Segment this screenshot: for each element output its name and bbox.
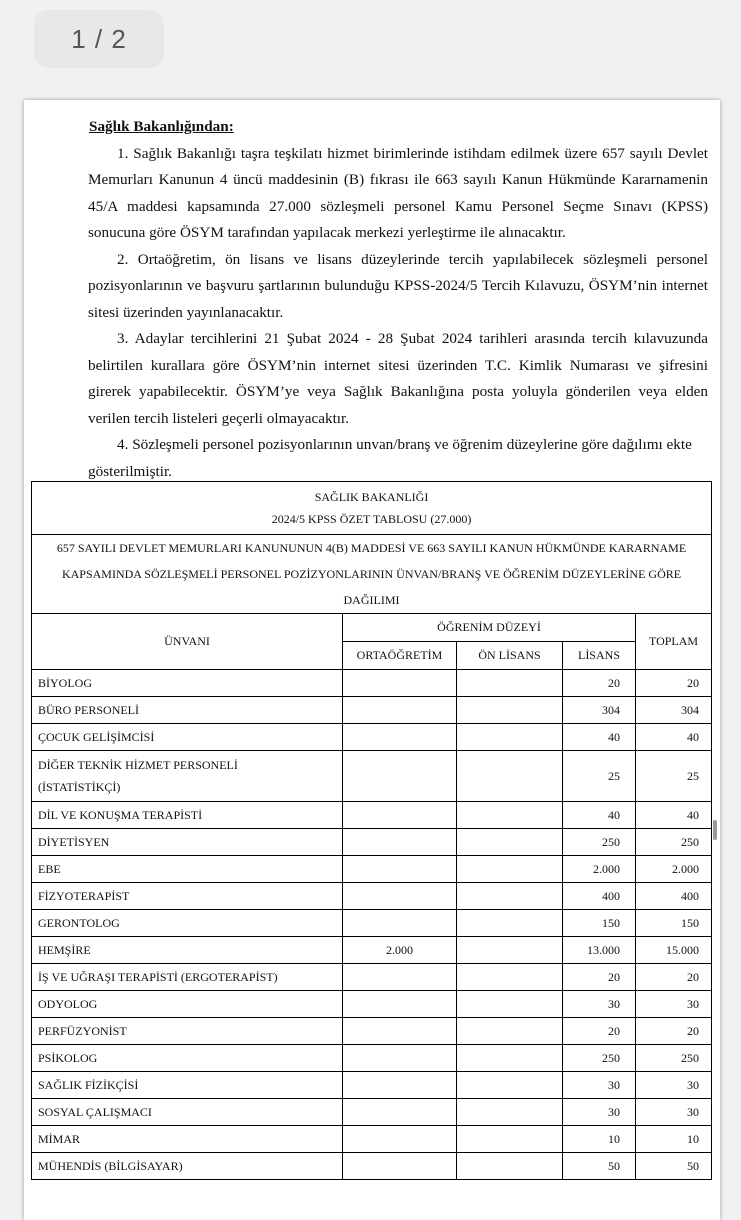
row-onlisans <box>457 1018 563 1045</box>
table-row <box>32 724 712 751</box>
row-onlisans <box>457 991 563 1018</box>
row-toplam: 30 <box>636 1072 712 1099</box>
row-unvan-line-2: (İSTATİSTİKÇİ) <box>38 780 121 794</box>
row-toplam: 25 <box>636 751 712 802</box>
row-lisans: 30 <box>563 1099 636 1126</box>
row-lisans: 30 <box>563 991 636 1018</box>
table-row <box>32 883 712 910</box>
row-unvan: BÜRO PERSONELİ <box>32 697 343 724</box>
row-onlisans <box>457 751 563 802</box>
row-onlisans <box>457 1126 563 1153</box>
table-title <box>32 482 712 535</box>
row-unvan: MÜHENDİS (BİLGİSAYAR) <box>32 1153 343 1180</box>
table-row <box>32 1018 712 1045</box>
row-ortaogretim <box>343 910 457 937</box>
row-onlisans <box>457 1045 563 1072</box>
table-row <box>32 1045 712 1072</box>
paragraph-3: 3. Adaylar tercihlerini 21 Şubat 2024 - 28 Şubat 2024 tarihleri arasında tercih kılavuzunda belirtilen kurallara göre ÖSYM’nin internet sitesi üzerinden T.C. Kimlik Numarası ve şifresini girerek yapabilecektir. ÖSYM’ye veya Sağlık Bakanlığına posta yoluyla gönderilen veya elden verilen tercih listeleri geçerli olmayacaktır. <box>88 330 708 427</box>
table-row <box>32 1126 712 1153</box>
row-toplam: 30 <box>636 1099 712 1126</box>
table-row <box>32 802 712 829</box>
row-unvan: PERFÜZYONİST <box>32 1018 343 1045</box>
row-lisans: 40 <box>563 724 636 751</box>
row-unvan: HEMŞİRE <box>32 937 343 964</box>
row-ortaogretim <box>343 751 457 802</box>
document-text <box>88 114 708 485</box>
table-row <box>32 751 712 802</box>
row-unvan: PSİKOLOG <box>32 1045 343 1072</box>
row-toplam: 2.000 <box>636 856 712 883</box>
table-title-line-2: 2024/5 KPSS ÖZET TABLOSU (27.000) <box>271 512 472 526</box>
row-toplam: 50 <box>636 1153 712 1180</box>
header-ortaogretim: ORTAÖĞRETİM <box>343 642 457 670</box>
row-unvan: GERONTOLOG <box>32 910 343 937</box>
row-ortaogretim: 2.000 <box>343 937 457 964</box>
row-lisans: 250 <box>563 829 636 856</box>
row-onlisans <box>457 910 563 937</box>
row-ortaogretim <box>343 991 457 1018</box>
paragraph-4: 4. Sözleşmeli personel pozisyonlarının unvan/branş ve öğrenim düzeylerine göre dağılımı ekte gösterilmiştir. <box>88 436 692 480</box>
row-lisans: 20 <box>563 1018 636 1045</box>
row-ortaogretim <box>343 1045 457 1072</box>
row-toplam: 15.000 <box>636 937 712 964</box>
paragraph-2: 2. Ortaöğretim, ön lisans ve lisans düzeylerinde tercih yapılabilecek sözleşmeli personel pozisyonlarının ve başvuru şartlarının bulunduğu KPSS-2024/5 Tercih Kılavuzu, ÖSYM’nin internet sitesi üzerinden yayınlanacaktır. <box>88 250 708 321</box>
document-page <box>24 100 720 1220</box>
row-toplam: 20 <box>636 1018 712 1045</box>
row-lisans: 25 <box>563 751 636 802</box>
paragraph-1: 1. Sağlık Bakanlığı taşra teşkilatı hizmet birimlerinde istihdam edilmek üzere 657 sayılı Devlet Memurları Kanunun 4 üncü maddesinin (B) fıkrası ile 663 sayılı Kanun Hükmünde Kararnamenin 45/A maddesi kapsamında 27.000 sözleşmeli personel Kamu Personel Seçme Sınavı (KPSS) sonucuna göre ÖSYM tarafından yapılacak merkezi yerleştirme ile alınacaktır. <box>88 144 708 241</box>
table-row <box>32 910 712 937</box>
scrollbar-thumb[interactable] <box>713 820 717 840</box>
row-onlisans <box>457 937 563 964</box>
row-lisans: 250 <box>563 1045 636 1072</box>
row-unvan: DİL VE KONUŞMA TERAPİSTİ <box>32 802 343 829</box>
row-onlisans <box>457 724 563 751</box>
table-row <box>32 991 712 1018</box>
table-row <box>32 964 712 991</box>
row-unvan: EBE <box>32 856 343 883</box>
row-unvan-line-1: DİĞER TEKNİK HİZMET PERSONELİ <box>38 758 238 772</box>
row-lisans: 20 <box>563 670 636 697</box>
row-lisans: 150 <box>563 910 636 937</box>
table-row <box>32 1099 712 1126</box>
row-toplam: 250 <box>636 1045 712 1072</box>
document-heading: Sağlık Bakanlığından: <box>89 118 234 135</box>
row-ortaogretim <box>343 964 457 991</box>
row-unvan: ÇOCUK GELİŞİMCİSİ <box>32 724 343 751</box>
row-onlisans <box>457 829 563 856</box>
row-toplam: 10 <box>636 1126 712 1153</box>
header-lisans: LİSANS <box>563 642 636 670</box>
row-onlisans <box>457 802 563 829</box>
row-ortaogretim <box>343 1126 457 1153</box>
table-row <box>32 697 712 724</box>
row-unvan: SOSYAL ÇALIŞMACI <box>32 1099 343 1126</box>
table-row <box>32 1153 712 1180</box>
row-lisans: 2.000 <box>563 856 636 883</box>
row-unvan: ODYOLOG <box>32 991 343 1018</box>
row-ortaogretim <box>343 856 457 883</box>
row-onlisans <box>457 964 563 991</box>
table-row <box>32 829 712 856</box>
row-ortaogretim <box>343 802 457 829</box>
row-ortaogretim <box>343 1018 457 1045</box>
row-toplam: 20 <box>636 670 712 697</box>
row-toplam: 20 <box>636 964 712 991</box>
row-toplam: 40 <box>636 802 712 829</box>
row-unvan <box>32 751 343 802</box>
row-lisans: 10 <box>563 1126 636 1153</box>
page-indicator: 1 / 2 <box>34 10 164 68</box>
row-unvan: İŞ VE UĞRAŞI TERAPİSTİ (ERGOTERAPİST) <box>32 964 343 991</box>
row-onlisans <box>457 697 563 724</box>
row-unvan: BİYOLOG <box>32 670 343 697</box>
row-lisans: 400 <box>563 883 636 910</box>
table-title-line-1: SAĞLIK BAKANLIĞI <box>314 490 429 504</box>
header-ogrenim-duzeyi: ÖĞRENİM DÜZEYİ <box>343 614 636 642</box>
row-lisans: 40 <box>563 802 636 829</box>
row-ortaogretim <box>343 670 457 697</box>
row-onlisans <box>457 670 563 697</box>
row-toplam: 250 <box>636 829 712 856</box>
row-ortaogretim <box>343 1072 457 1099</box>
row-ortaogretim <box>343 1099 457 1126</box>
row-toplam: 40 <box>636 724 712 751</box>
row-unvan: MİMAR <box>32 1126 343 1153</box>
summary-table <box>31 481 712 1180</box>
row-toplam: 30 <box>636 991 712 1018</box>
row-unvan: SAĞLIK FİZİKÇİSİ <box>32 1072 343 1099</box>
row-ortaogretim <box>343 1153 457 1180</box>
header-unvan: ÜNVANI <box>32 614 343 670</box>
row-unvan: FİZYOTERAPİST <box>32 883 343 910</box>
row-toplam: 304 <box>636 697 712 724</box>
row-lisans: 304 <box>563 697 636 724</box>
table-row <box>32 856 712 883</box>
row-lisans: 13.000 <box>563 937 636 964</box>
row-unvan: DİYETİSYEN <box>32 829 343 856</box>
table-row <box>32 670 712 697</box>
row-lisans: 30 <box>563 1072 636 1099</box>
row-ortaogretim <box>343 883 457 910</box>
table-description: 657 SAYILI DEVLET MEMURLARI KANUNUNUN 4(B) MADDESİ VE 663 SAYILI KANUN HÜKMÜNDE KARARNAME KAPSAMINDA SÖZLEŞMELİ PERSONEL POZİZYONLARININ ÜNVAN/BRANŞ VE ÖĞRENİM DÜZEYLERİNE GÖRE DAĞILIMI <box>32 535 712 614</box>
row-toplam: 150 <box>636 910 712 937</box>
header-onlisans: ÖN LİSANS <box>457 642 563 670</box>
row-ortaogretim <box>343 697 457 724</box>
table-row <box>32 1072 712 1099</box>
row-onlisans <box>457 1072 563 1099</box>
row-onlisans <box>457 1099 563 1126</box>
row-onlisans <box>457 1153 563 1180</box>
row-onlisans <box>457 883 563 910</box>
row-lisans: 50 <box>563 1153 636 1180</box>
header-toplam: TOPLAM <box>636 614 712 670</box>
row-ortaogretim <box>343 829 457 856</box>
table-row <box>32 937 712 964</box>
row-toplam: 400 <box>636 883 712 910</box>
row-ortaogretim <box>343 724 457 751</box>
row-lisans: 20 <box>563 964 636 991</box>
row-onlisans <box>457 856 563 883</box>
